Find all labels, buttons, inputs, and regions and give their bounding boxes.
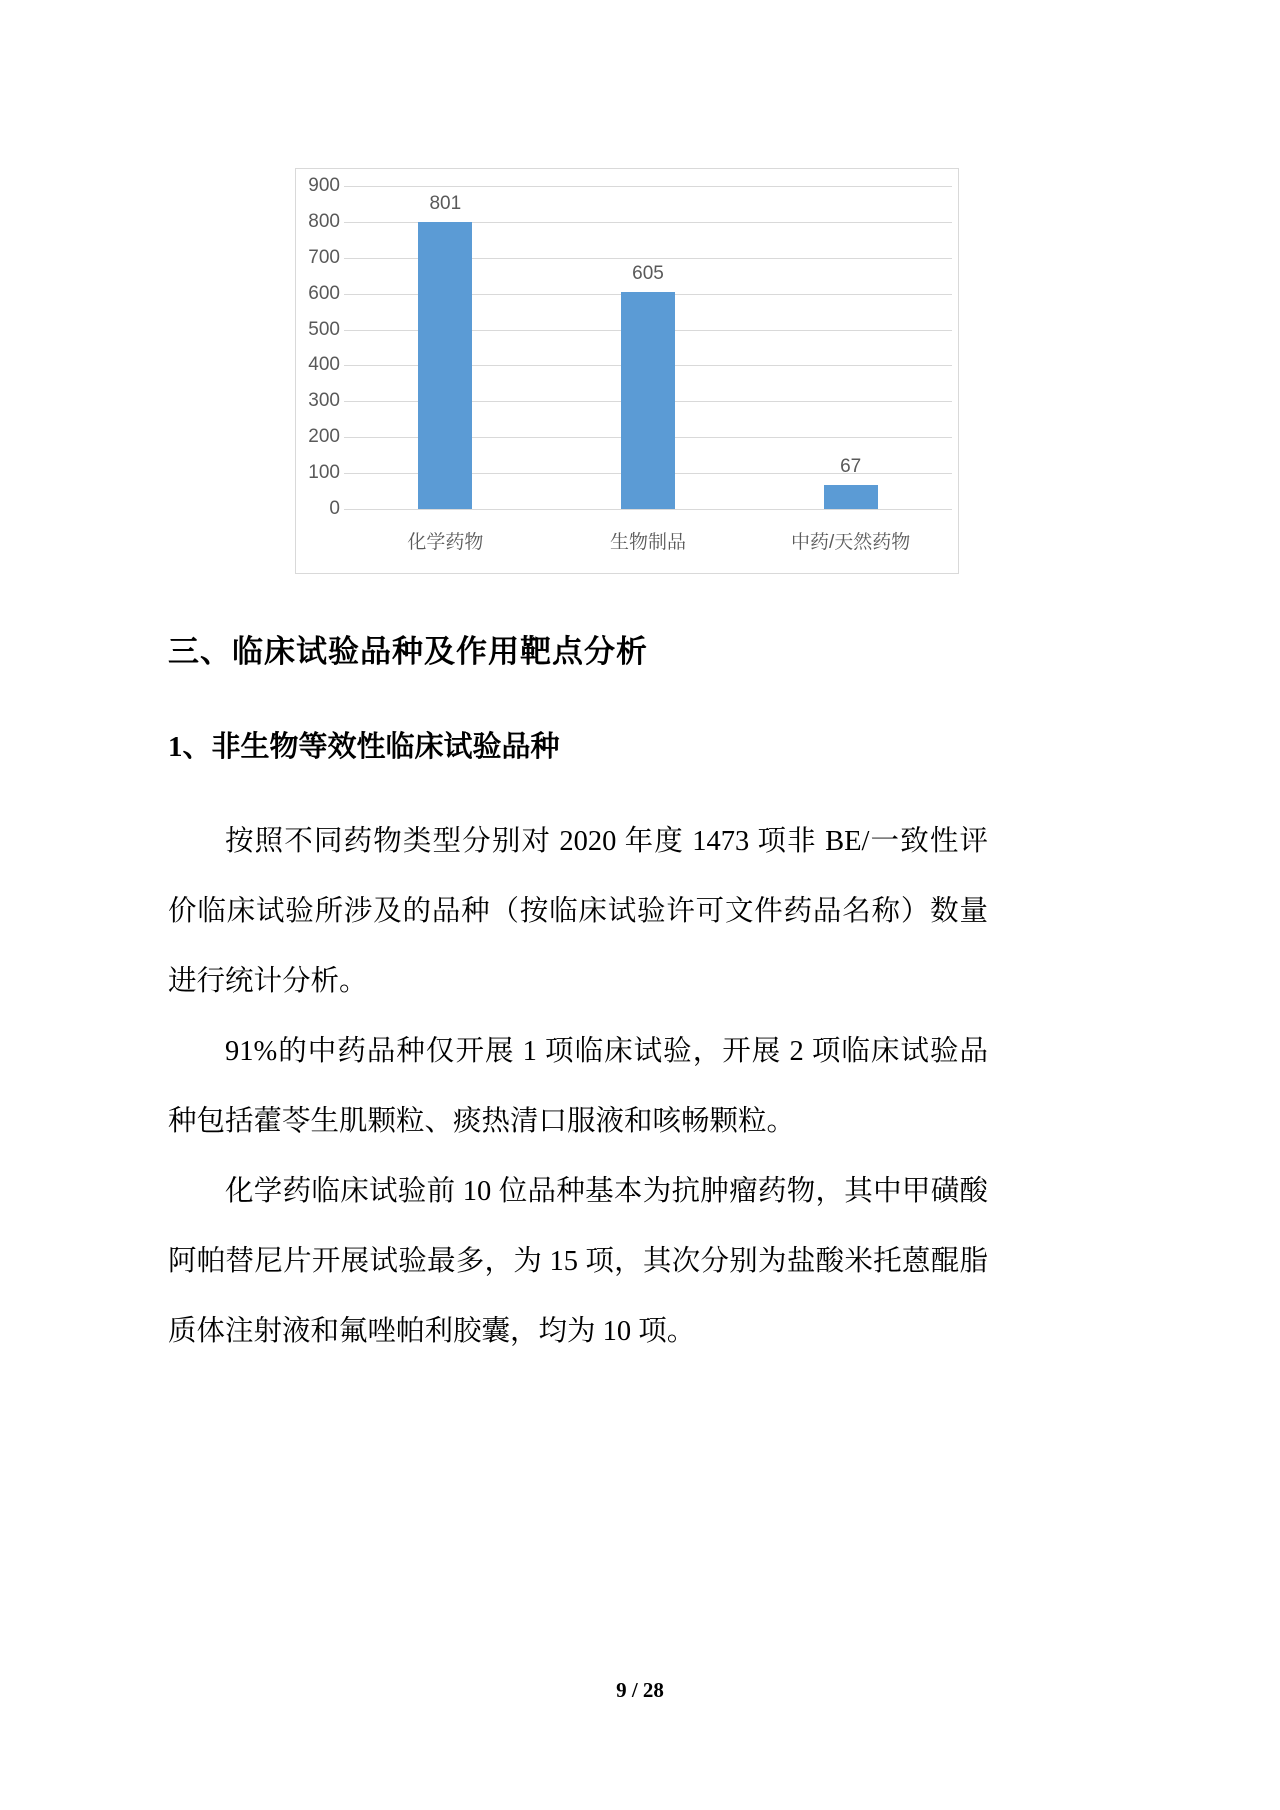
y-axis-tick-label: 300 xyxy=(308,390,340,412)
bar-value-label: 801 xyxy=(429,192,462,214)
paragraph: 按照不同药物类型分别对 2020 年度 1473 项非 BE/一致性评价临床试验所涉及的品种（按临床试验许可文件药品名称）数量进行统计分析。 xyxy=(168,826,988,997)
y-axis-tick-label: 500 xyxy=(308,318,340,340)
bar-value-label: 67 xyxy=(840,455,862,477)
category-label: 化学药物 xyxy=(407,532,484,553)
plot-area xyxy=(344,186,952,509)
paragraph: 化学药临床试验前 10 位品种基本为抗肿瘤药物，其中甲磺酸阿帕替尼片开展试验最多，为 15 项，其次分别为盐酸米托蒽醌脂质体注射液和氟唑帕利胶囊，均为 10 项。 xyxy=(168,1176,988,1347)
bar-chart xyxy=(295,168,959,574)
bar xyxy=(824,485,878,509)
category-axis xyxy=(344,527,952,555)
y-axis-tick-label: 700 xyxy=(308,246,340,268)
y-axis-tick-label: 200 xyxy=(308,426,340,448)
bar xyxy=(418,222,472,509)
paragraph: 91%的中药品种仅开展 1 项临床试验，开展 2 项临床试验品种包括藿苓生肌颗粒、痰热清口服液和咳畅颗粒。 xyxy=(168,1036,988,1137)
page-number: 9 / 28 xyxy=(616,1678,664,1702)
y-axis-tick-label: 900 xyxy=(308,175,340,196)
category-label: 生物制品 xyxy=(609,532,687,553)
subsection-heading: 1、非生物等效性临床试验品种 xyxy=(168,731,560,763)
y-axis-tick-label: 400 xyxy=(308,354,340,376)
bar xyxy=(621,292,675,509)
gridline xyxy=(344,186,952,187)
bar-value-label: 605 xyxy=(632,262,664,284)
category-label: 中药/天然药物 xyxy=(791,532,911,553)
gridline xyxy=(344,509,952,510)
section-heading: 三、临床试验品种及作用靶点分析 xyxy=(168,634,648,669)
y-axis-tick-label: 0 xyxy=(329,498,340,519)
body-text xyxy=(168,807,988,1367)
y-axis-tick-label: 100 xyxy=(308,462,340,484)
y-axis-tick-label: 600 xyxy=(308,282,340,304)
y-axis-tick-label: 800 xyxy=(308,210,340,232)
